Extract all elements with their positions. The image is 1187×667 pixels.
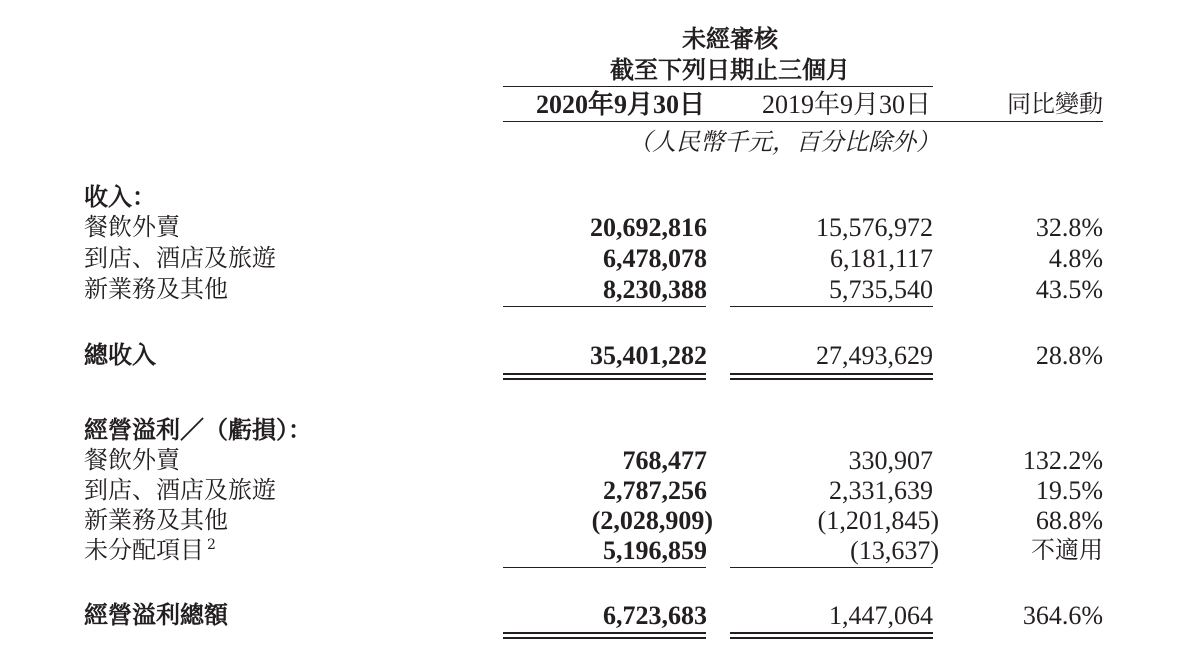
operating-row-2019-value: 2,331,639 bbox=[829, 476, 933, 505]
operating-row-label: 餐飲外賣 bbox=[84, 446, 180, 474]
operating-row-yoy-value: 不適用 bbox=[1031, 536, 1103, 564]
operating-row-2019-value: (1,201,845) bbox=[817, 506, 939, 535]
header-title-line2: 截至下列日期止三個月 bbox=[610, 55, 850, 84]
operating-row-2020-value: 5,196,859 bbox=[603, 536, 707, 565]
revenue-row-label: 餐飲外賣 bbox=[84, 213, 180, 241]
subtotal-rule-2020 bbox=[503, 306, 706, 307]
operating-row-yoy-value: 19.5% bbox=[1035, 476, 1103, 505]
double-rule-2019 bbox=[730, 637, 933, 639]
operating-row-2020-value: 768,477 bbox=[622, 446, 707, 475]
operating-row-yoy-value: 68.8% bbox=[1035, 506, 1103, 535]
subtotal-rule-2020 bbox=[503, 567, 706, 568]
operating-row-2019-value: (13,637) bbox=[850, 536, 939, 565]
double-rule-2020 bbox=[503, 378, 706, 380]
operating-row-label bbox=[84, 538, 216, 562]
total-revenue-label: 總收入 bbox=[84, 340, 156, 369]
double-rule-2019 bbox=[730, 373, 933, 375]
total-operating-profit-yoy-value: 364.6% bbox=[1022, 601, 1103, 630]
revenue-row-2020-value: 6,478,078 bbox=[603, 244, 707, 273]
units-note: （人民幣千元，百分比除外） bbox=[628, 128, 940, 156]
total-operating-profit-label: 經營溢利總額 bbox=[84, 600, 228, 629]
header-title-line1: 未經審核 bbox=[682, 24, 778, 53]
column-header-rule bbox=[503, 121, 1103, 122]
operating-row-label-text: 未分配項目 bbox=[84, 536, 204, 564]
operating-row-2019-value: 330,907 bbox=[848, 446, 933, 475]
double-rule-2020 bbox=[503, 632, 706, 634]
total-operating-profit-2019-value: 1,447,064 bbox=[829, 601, 933, 630]
total-revenue-2019-value: 27,493,629 bbox=[816, 341, 933, 370]
revenue-row-2020-value: 8,230,388 bbox=[603, 275, 707, 304]
revenue-row-label: 到店、酒店及旅遊 bbox=[84, 244, 276, 272]
column-header-2020: 2020年9月30日 bbox=[535, 90, 705, 119]
revenue-row-yoy-value: 43.5% bbox=[1035, 275, 1103, 304]
revenue-row-yoy-value: 32.8% bbox=[1035, 213, 1103, 242]
total-operating-profit-2020-value: 6,723,683 bbox=[603, 601, 707, 630]
operating-row-label: 到店、酒店及旅遊 bbox=[84, 476, 276, 504]
revenue-row-2020-value: 20,692,816 bbox=[590, 213, 707, 242]
column-header-2019: 2019年9月30日 bbox=[761, 90, 931, 119]
double-rule-2020 bbox=[503, 373, 706, 375]
operating-row-yoy-value: 132.2% bbox=[1022, 446, 1103, 475]
revenue-row-label: 新業務及其他 bbox=[84, 275, 228, 303]
total-revenue-2020-value: 35,401,282 bbox=[590, 341, 707, 370]
double-rule-2019 bbox=[730, 378, 933, 380]
total-revenue-yoy-value: 28.8% bbox=[1035, 341, 1103, 370]
revenue-row-2019-value: 5,735,540 bbox=[829, 275, 933, 304]
subtotal-rule-2019 bbox=[730, 567, 933, 568]
header-rule bbox=[503, 86, 933, 87]
double-rule-2020 bbox=[503, 637, 706, 639]
revenue-row-2019-value: 15,576,972 bbox=[816, 213, 933, 242]
operating-section-label: 經營溢利／（虧損）： bbox=[84, 415, 312, 444]
subtotal-rule-2019 bbox=[730, 306, 933, 307]
revenue-row-yoy-value: 4.8% bbox=[1048, 244, 1103, 273]
operating-row-label: 新業務及其他 bbox=[84, 506, 228, 534]
operating-row-2020-value: (2,028,909) bbox=[591, 506, 713, 535]
operating-row-2020-value: 2,787,256 bbox=[603, 476, 707, 505]
revenue-section-label: 收入： bbox=[84, 182, 156, 211]
column-header-yoy: 同比變動 bbox=[1007, 90, 1103, 118]
revenue-row-2019-value: 6,181,117 bbox=[829, 244, 933, 273]
double-rule-2019 bbox=[730, 632, 933, 634]
footnote-marker: 2 bbox=[207, 537, 216, 553]
